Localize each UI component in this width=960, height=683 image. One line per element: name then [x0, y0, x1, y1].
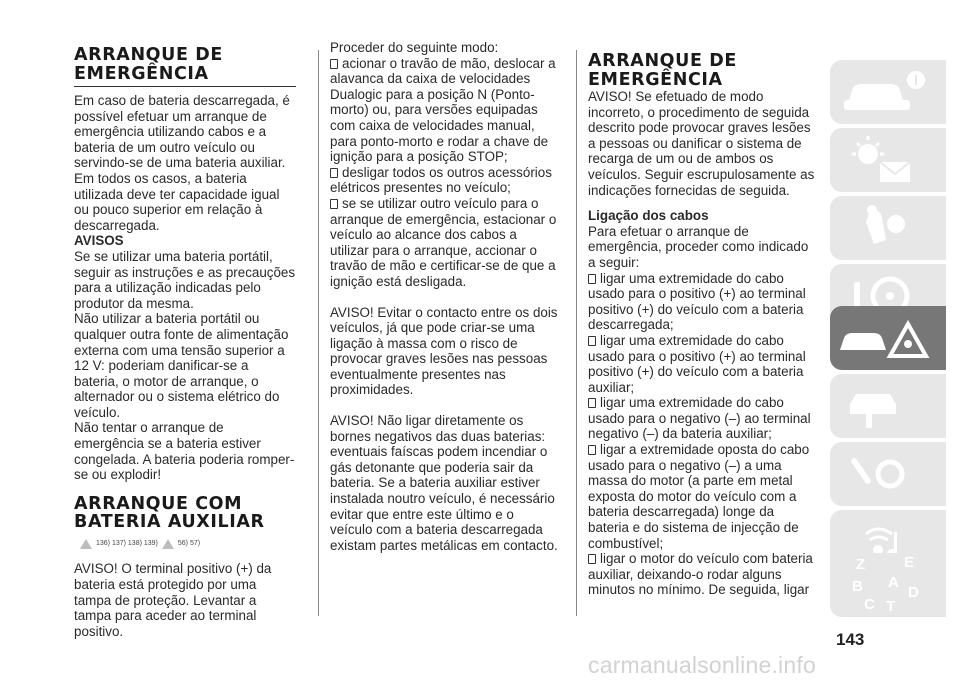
- section-title-auxiliary-battery: [74, 495, 296, 532]
- index-letter: D: [908, 584, 919, 601]
- list-item: [588, 395, 816, 442]
- bullet-box-icon: [330, 168, 338, 178]
- bullet-box-icon: [588, 274, 596, 284]
- bullet-text: ligar uma extremidade do cabo usado para o positivo (+) ao terminal positivo (+) do veículo com a bateria auxiliar;: [588, 332, 806, 395]
- aviso-voltage: Não utilizar a bateria portátil ou qualquer outra fonte de alimentação externa com uma tensão superior a 12 V: poderiam danificar-se a bateria, o motor de arranque, o alternador ou o sistema elétrico do veículo.: [74, 311, 289, 420]
- bullet-box-icon: [588, 398, 596, 408]
- index-letter: C: [864, 596, 875, 613]
- title-line-2: EMERGÊNCIA: [588, 69, 723, 90]
- column-2: [330, 40, 558, 553]
- index-letter: A: [888, 574, 899, 591]
- tab-index[interactable]: [830, 553, 946, 617]
- warning-references: [80, 536, 296, 552]
- title2-line-2: BATERIA AUXILIAR: [74, 512, 265, 533]
- index-letter: Z: [856, 556, 866, 573]
- tab-lights-messages[interactable]: [830, 128, 946, 192]
- title2-line-1: ARRANQUE COM: [74, 493, 243, 514]
- aviso-negative-terminals: AVISO! Não ligar diretamente os bornes negativos das duas baterias: eventuais faíscas podem incendiar o gás detonante que poderia sair da bateria. Se a bateria auxiliar estiver instalada noutro veículo, é necessário evitar que entre este último e o veículo com a bateria descarregada existam partes metálicas em contacto.: [330, 413, 558, 553]
- bullet-text: se se utilizar outro veículo para o arranque de emergência, estacionar o veículo ao alcance dos cabos a utilizar para o arranque, accionar o travão de mão e certificar-se de que a ignição está desligada.: [330, 195, 557, 289]
- column-divider-2: [576, 50, 577, 616]
- bullet-box-icon: [588, 554, 596, 564]
- bullet-text: ligar a extremidade oposta do cabo usado para o negativo (–) a uma massa do motor (a parte em metal exposta do motor do veículo com a bateria descarregada) longe da bateria e do sistema de injecção de combustível;: [588, 442, 810, 551]
- page-number: 143: [836, 630, 865, 649]
- bullet-box-icon: [330, 59, 338, 69]
- column-1: [74, 46, 296, 639]
- title-line-2: EMERGÊNCIA: [74, 63, 209, 84]
- bullet-text: acionar o travão de mão, deslocar a alavanca da caixa de velocidades Dualogic para a posição N (Ponto-morto) ou, para versões equipadas com caixa de velocidades manual, para ponto-morto e rodar a chave de ignição para a posição STOP;: [330, 55, 556, 165]
- list-item: [330, 196, 558, 290]
- index-letter: T: [886, 598, 896, 615]
- section-title-emergency-start: [74, 46, 296, 83]
- title-rule: [74, 86, 296, 87]
- aviso-incorrect-procedure: AVISO! Se efetuado de modo incorreto, o procedimento de seguida descrito pode provocar graves lesões a pessoas ou danificar o sistema de recarga de um ou de ambos os veículos. Seguir escrupulosamente as indicações fornecidas de seguida.: [588, 89, 815, 198]
- emergency-car-warning-icon: [830, 306, 946, 370]
- list-item: [588, 333, 816, 395]
- tab-emergency[interactable]: [830, 306, 946, 370]
- aviso-vehicle-contact: AVISO! Evitar o contacto entre os dois veículos, já que pode criar-se uma ligação à massa com o risco de provocar graves lesões nas pessoas eventualmente presentes nas proximidades.: [330, 304, 558, 398]
- intro-paragraph: Em caso de bateria descarregada, é possível efetuar um arranque de emergência utilizando cabos e a bateria de um outro veículo ou servindo-se de uma bateria auxiliar. Em todos os casos, a bateria utilizada deve ter capacidade igual ou pouco superior em relação à descarregada.: [74, 93, 290, 233]
- connection-intro: Para efetuar o arranque de emergência, proceder como indicado a seguir:: [588, 223, 809, 270]
- title-line-1: ARRANQUE DE: [588, 51, 737, 71]
- alphabet-index-icon: [830, 553, 946, 617]
- refs-cautions: 56) 57): [177, 539, 201, 547]
- list-item: [588, 551, 816, 598]
- bullet-text: ligar o motor do veículo com bateria auxiliar, deixando-o rodar alguns minutos no mínimo. De seguida, ligar: [588, 551, 813, 598]
- bullet-box-icon: [588, 336, 596, 346]
- avisos-heading: AVISOS: [74, 233, 124, 249]
- refs-warnings: 136) 137) 138) 139): [96, 539, 158, 547]
- caution-triangle-icon: [162, 539, 174, 549]
- watermark: carmanualsonline.info: [588, 652, 816, 678]
- list-item: [588, 271, 816, 333]
- subheading-cable-connection: Ligação dos cabos: [588, 208, 709, 224]
- lights-envelope-icon: [830, 128, 946, 192]
- tab-safety[interactable]: [830, 196, 946, 260]
- bullet-text: ligar uma extremidade do cabo usado para o positivo (+) ao terminal positivo (+) do veículo com a bateria descarregada;: [588, 270, 806, 333]
- bullet-text: desligar todos os outros acessórios elétricos presentes no veículo;: [330, 164, 552, 196]
- tab-dashboard[interactable]: [830, 60, 946, 124]
- bullet-box-icon: [588, 445, 596, 455]
- aviso-portable-battery: Se se utilizar uma bateria portátil, seguir as instruções e as precauções para a utilização indicadas pelo produtor da mesma.: [74, 248, 296, 311]
- car-lift-icon: [830, 374, 946, 438]
- list-item: [330, 56, 558, 165]
- aviso-positive-terminal: AVISO! O terminal positivo (+) da bateria está protegido por uma tampa de proteção. Levantar a tampa para aceder ao terminal positivo.: [74, 561, 272, 639]
- seat-airbag-icon: [830, 196, 946, 260]
- wrench-gear-icon: [830, 442, 946, 506]
- index-letter: B: [852, 578, 863, 595]
- section-title-emergency-start-2: [588, 52, 816, 89]
- tab-maintenance[interactable]: [830, 374, 946, 438]
- tab-technical-data[interactable]: [830, 442, 946, 506]
- column-divider-1: [318, 50, 319, 616]
- bullet-box-icon: [330, 199, 338, 209]
- list-item: [588, 442, 816, 551]
- warning-triangle-icon: [80, 539, 92, 549]
- bullet-text: ligar uma extremidade do cabo usado para o negativo (–) ao terminal negativo (–) da bateria auxiliar;: [588, 395, 811, 442]
- title-line-1: ARRANQUE DE: [74, 45, 223, 65]
- car-info-icon: [830, 60, 946, 124]
- list-item: [330, 165, 558, 196]
- aviso-frozen-battery: Não tentar o arranque de emergência se a bateria estiver congelada. A bateria poderia romper-se ou explodir!: [74, 420, 295, 483]
- procedure-intro: Proceder do seguinte modo:: [330, 40, 499, 55]
- index-letter: E: [904, 554, 915, 571]
- column-3: [588, 52, 816, 598]
